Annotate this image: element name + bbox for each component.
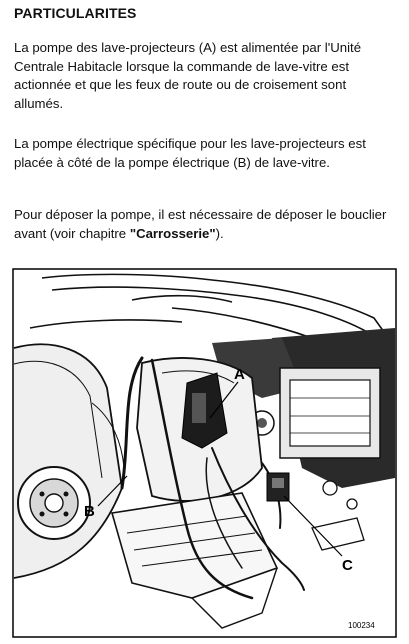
paragraph-pump-location: La pompe électrique spécifique pour les lave-projecteurs est placée à côté de la pompe électrique (B) de lave-vitre. [14,136,366,170]
brake-disc [18,467,90,539]
paragraph-removal-text: Pour déposer la pompe, il est nécessaire de déposer le bouclier avant (voir chapitre [14,207,387,241]
technical-illustration [12,268,397,638]
label-c: C [342,557,353,574]
paragraph-pump-supply: La pompe des lave-projecteurs (A) est alimentée par l'Unité Centrale Habitacle lorsque la commande de lave-vitre est actionnée et que les feux de route ou de croisement sont allumés. [14,40,362,111]
chapter-reference: "Carrosserie" [129,225,216,241]
figure-reference-number: 100234 [348,621,375,630]
washer-pump-connector [267,473,289,501]
paragraph-pump-removal [14,206,398,243]
section-title: PARTICULARITES [14,5,137,21]
paragraph-removal-end: ). [215,225,224,241]
pump-location-drawing [12,268,397,638]
label-b: B [84,503,95,520]
label-a: A [234,366,245,383]
